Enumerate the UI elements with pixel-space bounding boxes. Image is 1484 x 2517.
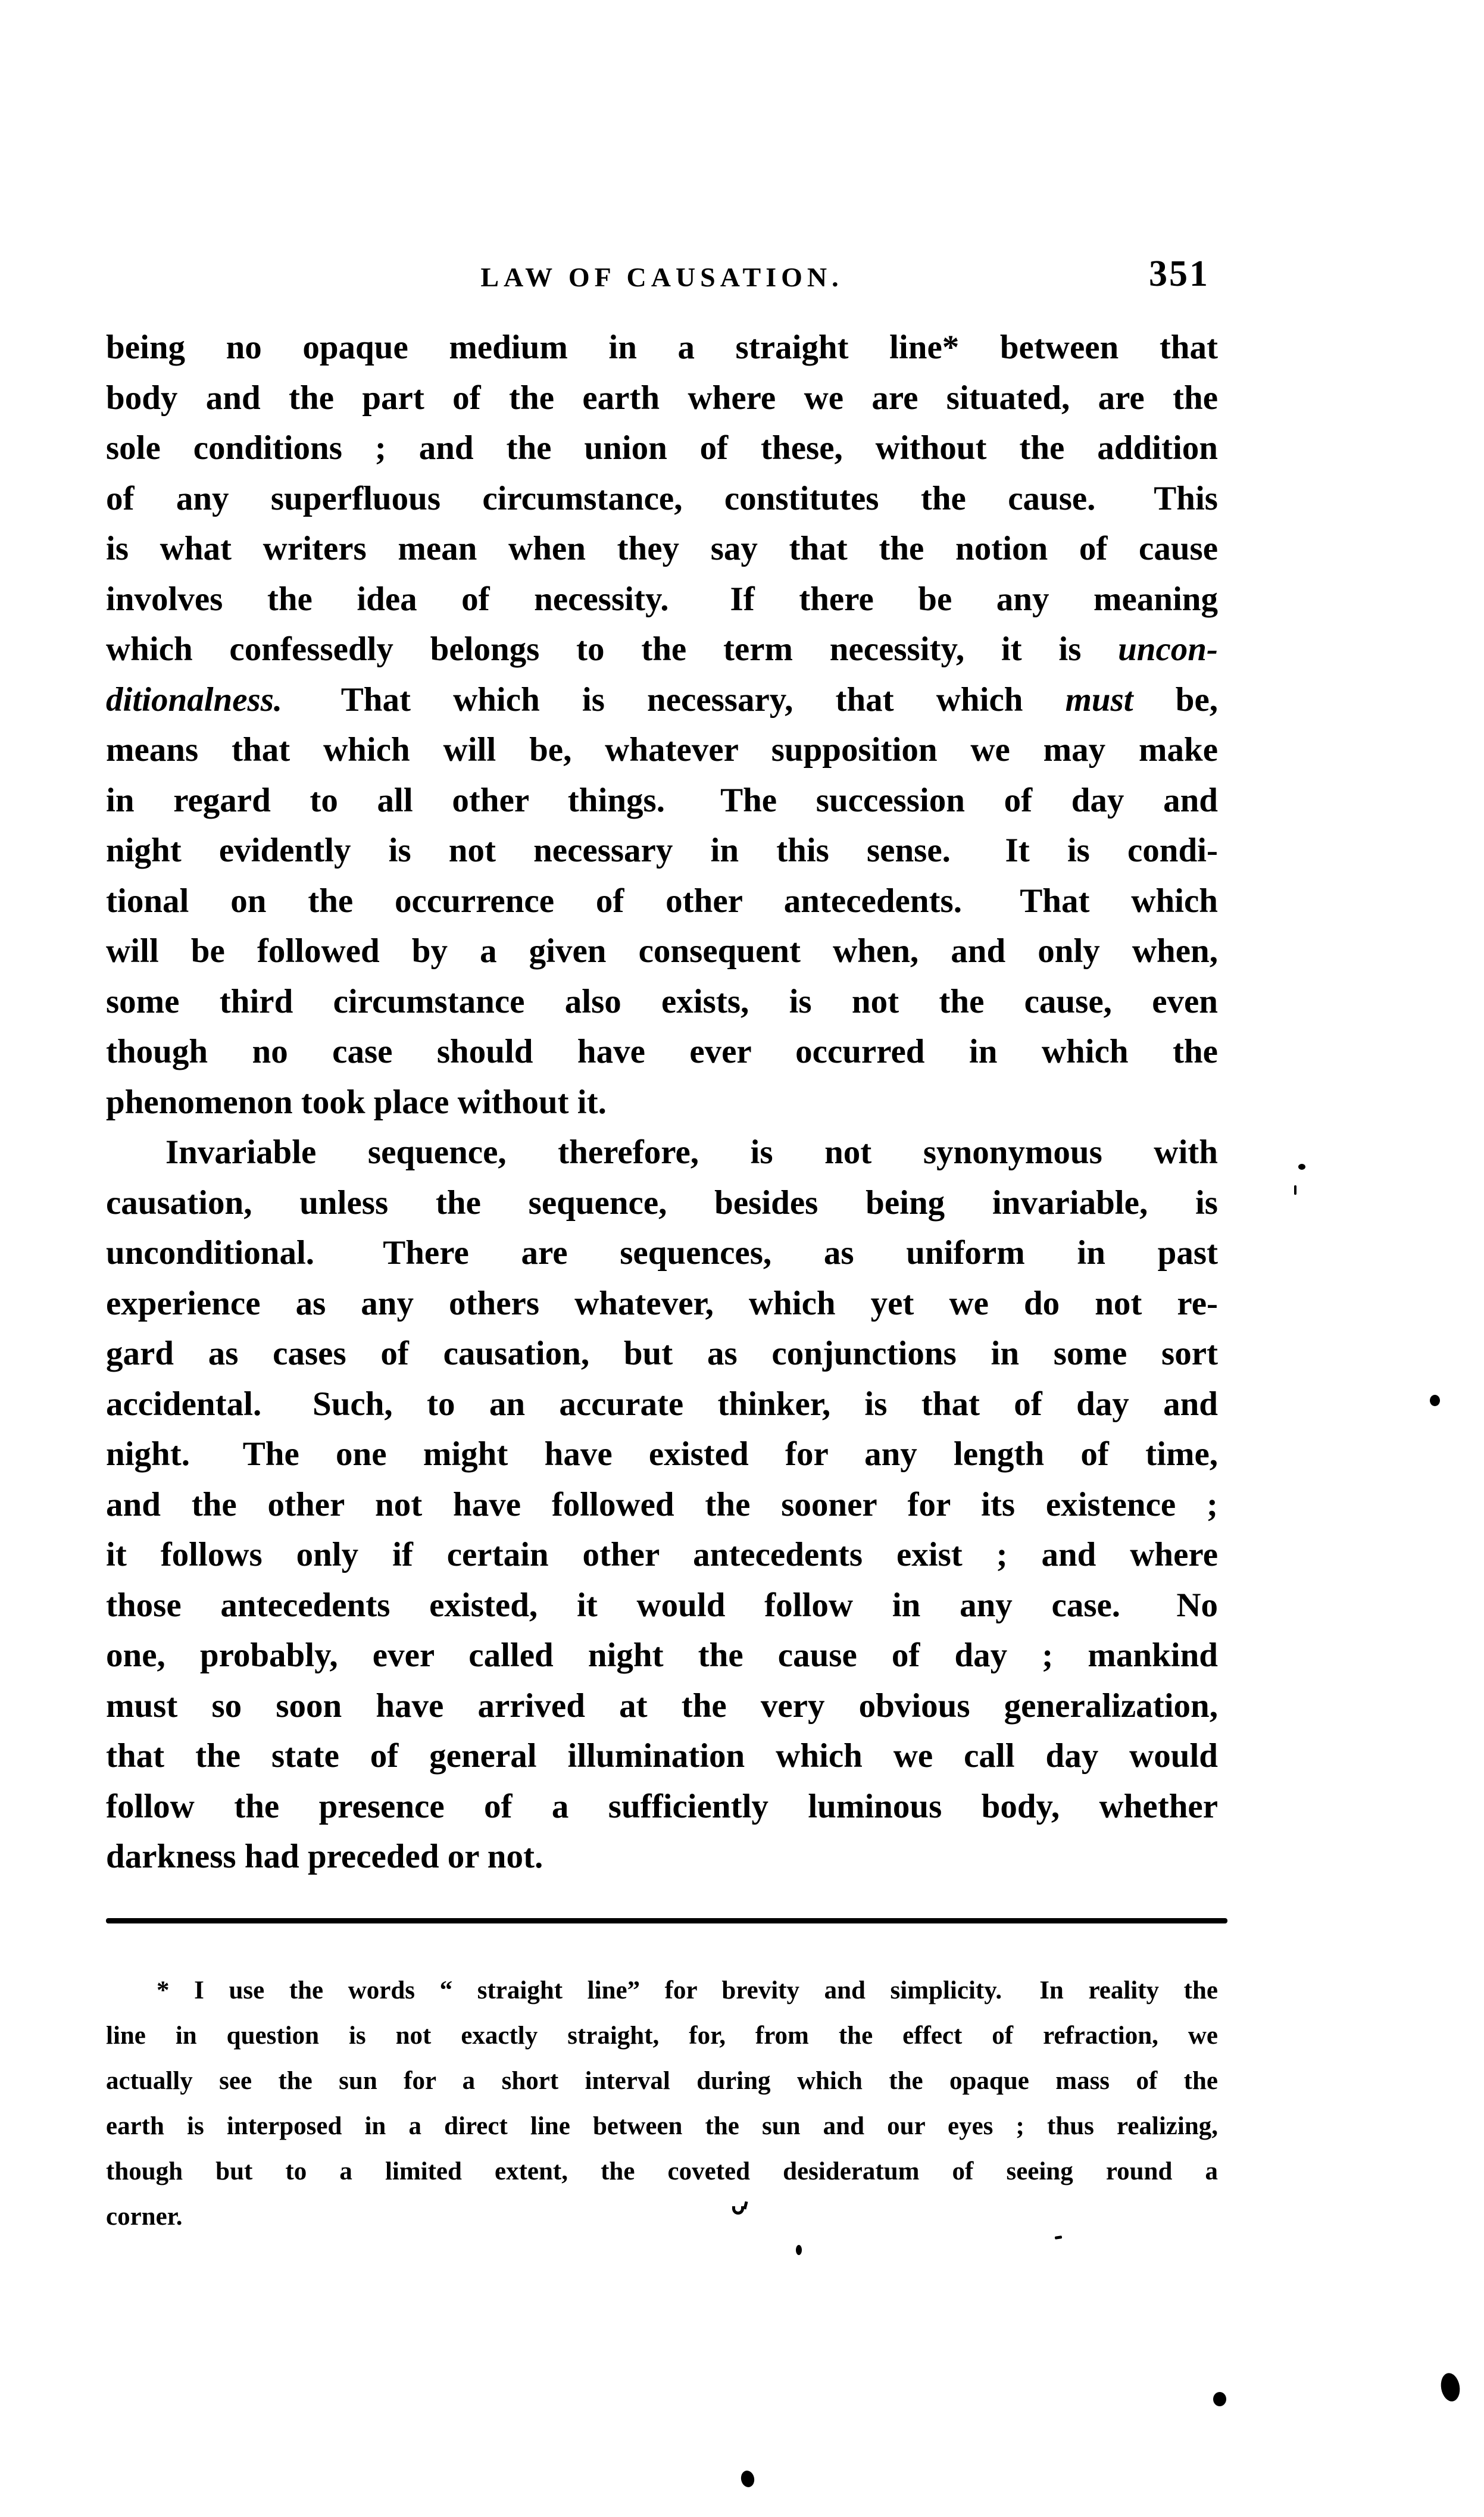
ink-speck-dot — [796, 2245, 802, 2255]
body-line: means that which will be, whatever supposition we may make — [106, 731, 1218, 769]
body-line: night evidently is not necessary in this sense. It is condi- — [106, 832, 1218, 869]
page-number: 351 — [1149, 254, 1210, 294]
footnote-line: earth is interposed in a direct line between the sun and our eyes ; thus realizing, — [106, 2112, 1218, 2140]
footnote-separator-rule — [106, 1918, 1227, 1923]
body-line: experience as any others whatever, which yet we do not re- — [106, 1284, 1218, 1322]
body-line: and the other not have followed the sooner for its existence ; — [106, 1485, 1218, 1523]
body-line: night. The one might have existed for any length of time, — [106, 1435, 1218, 1473]
footnote-line: corner. — [106, 2203, 183, 2231]
body-line: phenomenon took place without it. — [106, 1083, 607, 1121]
footnote-line: though but to a limited extent, the coveted desideratum of seeing round a — [106, 2157, 1218, 2185]
body-line: it follows only if certain other antecedents exist ; and where — [106, 1536, 1218, 1573]
body-line: darkness had preceded or not. — [106, 1838, 543, 1875]
running-title: LAW OF CAUSATION. — [480, 262, 843, 292]
body-line: Invariable sequence, therefore, is not synonymous with — [165, 1133, 1218, 1171]
paragraph-2 — [106, 1128, 1218, 1882]
body-line: tional on the occurrence of other antecedents. That which — [106, 882, 1218, 920]
ink-speck-dot — [1298, 1164, 1305, 1170]
body-line: ditionalness. That which is necessary, that which must be, — [106, 680, 1218, 719]
ink-speck-curl — [732, 2201, 748, 2215]
ink-speck-dot — [1213, 2392, 1226, 2406]
body-line: some third circumstance also exists, is not the cause, even — [106, 982, 1218, 1020]
page-header — [106, 256, 1218, 304]
body-line: causation, unless the sequence, besides being invariable, is — [106, 1183, 1218, 1222]
footnote — [106, 1968, 1218, 2240]
body-line: that the state of general illumination which we call day would — [106, 1737, 1218, 1775]
body-line: those antecedents existed, it would follow in any case. No — [106, 1586, 1218, 1624]
body-line: of any superfluous circumstance, constitutes the cause. This — [106, 479, 1218, 517]
ink-curl-stem — [743, 2201, 748, 2210]
ink-curl-bowl — [732, 2206, 744, 2215]
body-line: must so soon have arrived at the very obvious generalization, — [106, 1687, 1218, 1725]
ink-speck-dot — [1430, 1395, 1440, 1406]
body-line: in regard to all other things. The succession of day and — [106, 781, 1218, 819]
body-line: accidental. Such, to an accurate thinker, is that of day and — [106, 1385, 1218, 1423]
body-line: though no case should have ever occurred in which the — [106, 1033, 1218, 1070]
body-line: is what writers mean when they say that the notion of cause — [106, 530, 1218, 567]
body-text — [106, 323, 1218, 1882]
body-line: involves the idea of necessity. If there be any meaning — [106, 580, 1218, 618]
body-line: will be followed by a given consequent when, and only when, — [106, 932, 1218, 970]
ink-speck-tick — [1294, 1185, 1296, 1195]
footnote-line: actually see the sun for a short interval during which the opaque mass of the — [106, 2067, 1218, 2095]
footnote-line: line in question is not exactly straight, for, from the effect of refraction, we — [106, 2022, 1218, 2050]
body-line: which confessedly belongs to the term necessity, it is uncon- — [106, 630, 1218, 668]
paragraph-1 — [106, 323, 1218, 1128]
body-line: body and the part of the earth where we are situated, are the — [106, 379, 1218, 417]
ink-speck-dot — [739, 2469, 755, 2488]
body-line: one, probably, ever called night the cause of day ; mankind — [106, 1637, 1218, 1674]
body-line: being no opaque medium in a straight line* between that — [106, 329, 1218, 366]
body-line: follow the presence of a sufficiently luminous body, whether — [106, 1787, 1218, 1825]
body-line: gard as cases of causation, but as conjunctions in some sort — [106, 1335, 1218, 1372]
body-line: sole conditions ; and the union of these, without the addition — [106, 429, 1218, 467]
footnote-line: * I use the words “ straight line” for brevity and simplicity. In reality the — [157, 1976, 1218, 2004]
body-line: unconditional. There are sequences, as uniform in past — [106, 1234, 1218, 1272]
ink-speck-dot — [1439, 2372, 1462, 2403]
